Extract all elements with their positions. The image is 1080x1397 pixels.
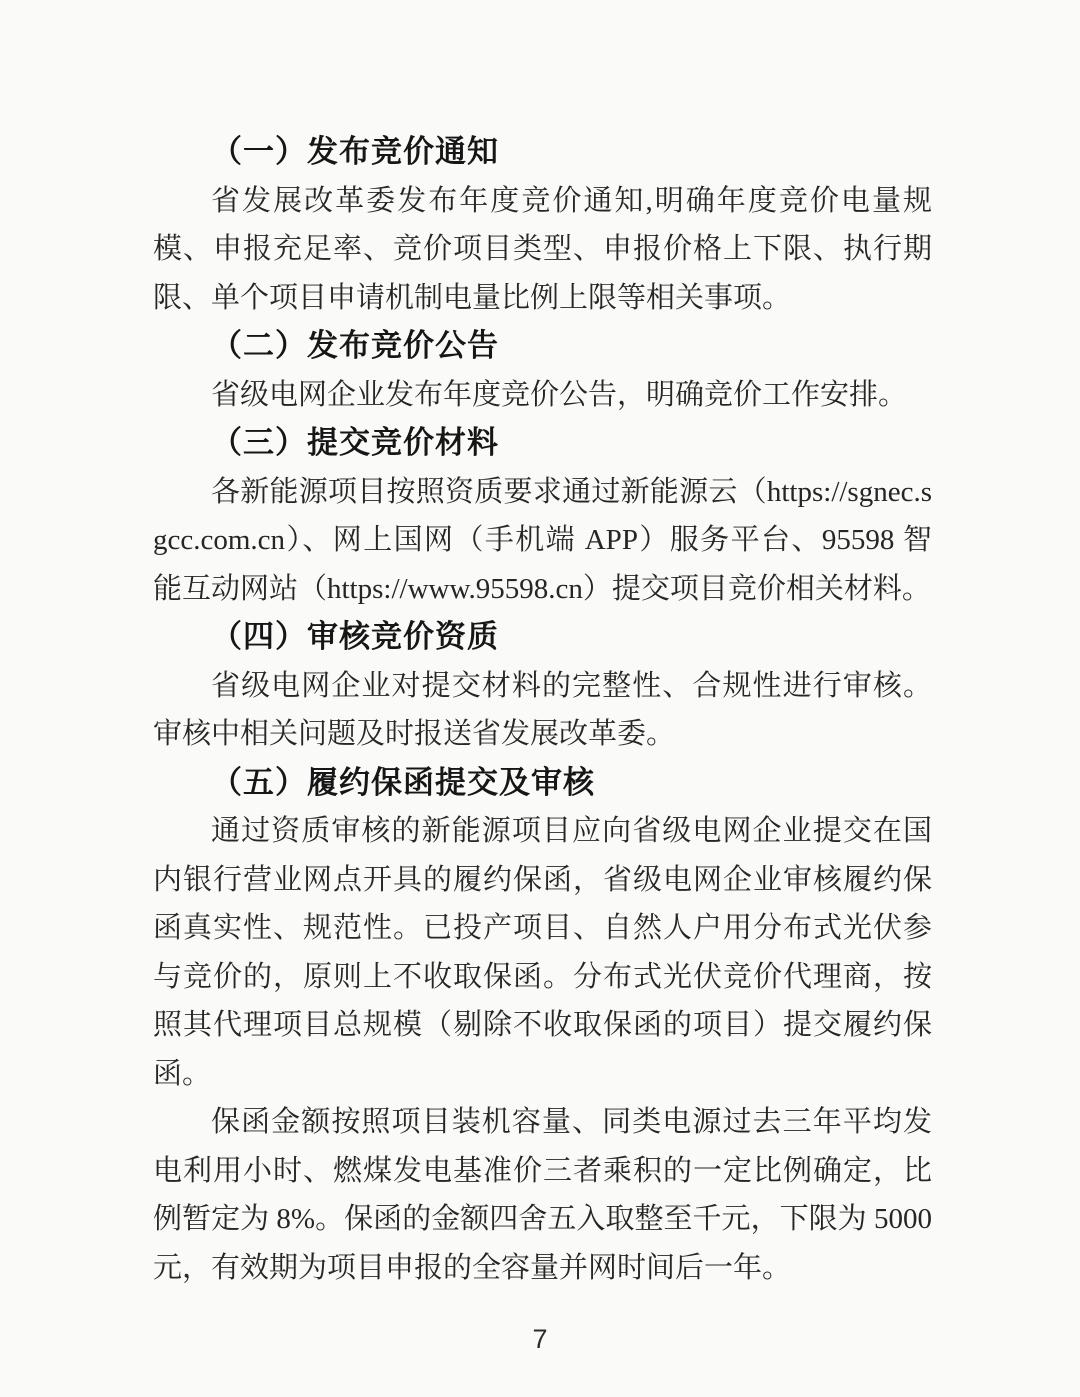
section-heading: （三）提交竞价材料 [211, 425, 499, 460]
section-heading: （五）履约保函提交及审核 [211, 764, 595, 800]
section-2-publish-bidding-announcement [153, 322, 932, 419]
paragraph: 省级电网企业发布年度竞价公告，明确竞价工作安排。 [211, 378, 908, 411]
section-3-submit-bidding-materials [153, 419, 932, 613]
section-4-review-bidding-qualification [153, 613, 932, 759]
document-body [153, 128, 932, 1292]
paragraph: 通过资质审核的新能源项目应向省级电网企业提交在国内银行营业网点开具的履约保函，省级电网企业审核履约保函真实性、规范性。已投产项目、自然人户用分布式光伏参与竞价的，原则上不收取保函。分布式光伏竞价代理商，按照其代理项目总规模（剔除不收取保函的项目）提交履约保函。 [153, 815, 932, 1090]
section-heading: （二）发布竞价公告 [211, 328, 499, 363]
paragraph: 省级电网企业对提交材料的完整性、合规性进行审核。审核中相关问题及时报送省发展改革委。 [153, 669, 932, 750]
page-number: 7 [532, 1324, 548, 1354]
page-footer [0, 1324, 1080, 1355]
paragraph: 保函金额按照项目装机容量、同类电源过去三年平均发电利用小时、燃煤发电基准价三者乘积的一定比例确定，比例暂定为 8%。保函的金额四舍五入取整至千元，下限为 5000 元，有效期为项目申报的全容量并网时间后一年。 [153, 1106, 932, 1284]
section-5-performance-guarantee [153, 759, 932, 1293]
paragraph: 省发展改革委发布年度竞价通知,明确年度竞价电量规模、申报充足率、竞价项目类型、申报价格上下限、执行期限、单个项目申请机制电量比例上限等相关事项。 [153, 184, 932, 314]
section-1-publish-bidding-notice [153, 128, 932, 322]
section-heading: （一）发布竞价通知 [211, 134, 499, 169]
section-heading: （四）审核竞价资质 [211, 619, 499, 654]
paragraph: 各新能源项目按照资质要求通过新能源云（https://sgnec.sgcc.com.cn）、网上国网（手机端 APP）服务平台、95598 智能互动网站（https://www.95598.cn）提交项目竞价相关材料。 [153, 475, 932, 605]
